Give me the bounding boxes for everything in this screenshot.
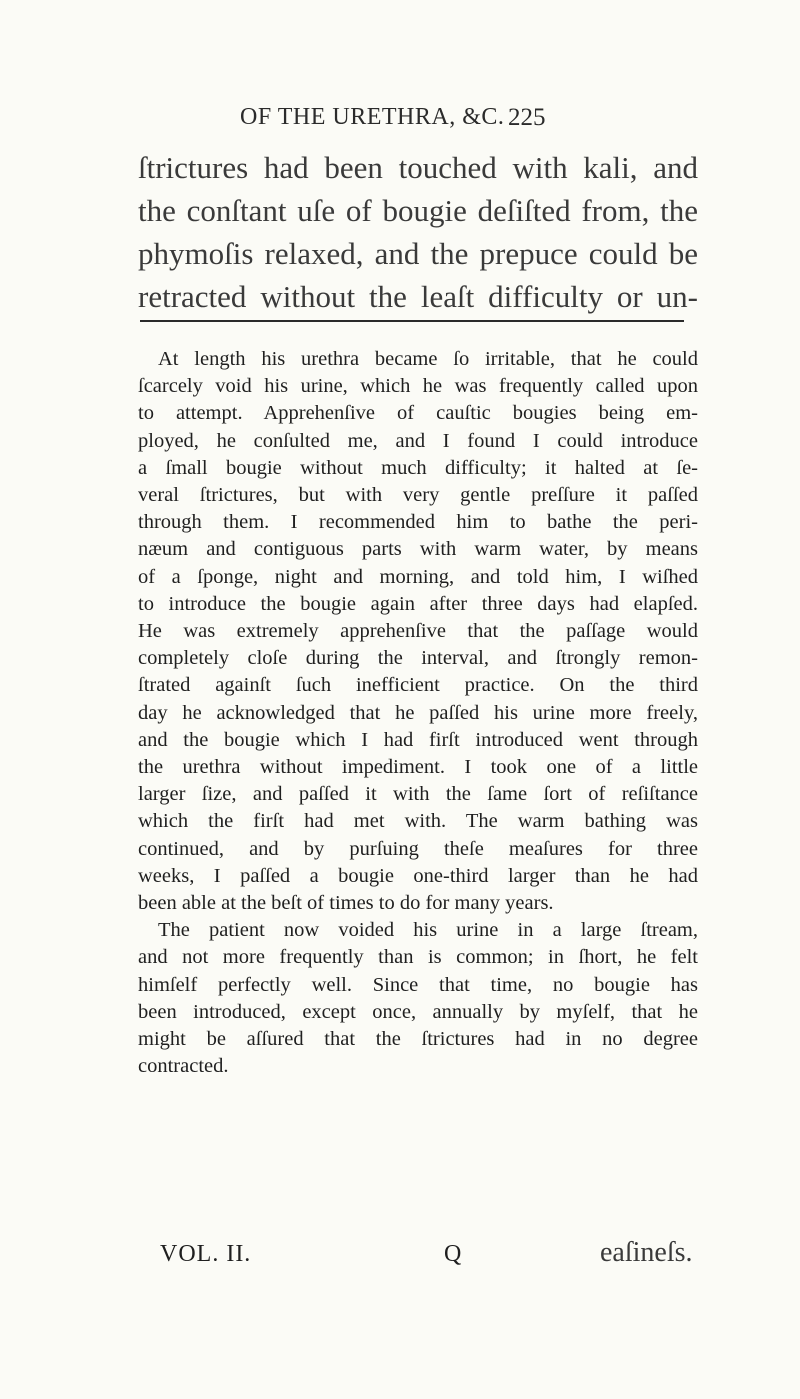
catchword: eaſineſs. — [600, 1237, 693, 1268]
footnote-line: completely cloſe during the interval, and ſtrongly remon- — [138, 647, 698, 670]
volume-label: VOL. II. — [160, 1241, 252, 1267]
main-text-line: retracted without the leaſt difficulty or un- — [138, 279, 698, 314]
footnote-line: ſcarcely void his urine, which he was frequently called upon — [138, 375, 698, 398]
main-text — [138, 146, 698, 318]
page-number: 225 — [508, 104, 546, 131]
signature-mark: Q — [444, 1241, 462, 1267]
main-text-line: phymoſis relaxed, and the prepuce could be — [138, 236, 698, 271]
footnote-line: a ſmall bougie without much difficulty; it halted at ſe- — [138, 456, 698, 479]
signature-line — [160, 1237, 693, 1277]
footnote-line: to introduce the bougie again after three days had elapſed. — [138, 592, 698, 615]
footnote-separator-rule — [140, 320, 684, 322]
running-head: OF THE URETHRA, &C. — [240, 104, 505, 130]
footnote-line: day he acknowledged that he paſſed his urine more freely, — [138, 701, 698, 724]
footnote-line: might be aſſured that the ſtrictures had in no degree — [138, 1028, 698, 1051]
footnote-line: weeks, I paſſed a bougie one-third larger than he had — [138, 864, 698, 887]
footnote-line: He was extremely apprehenſive that the paſſage would — [138, 620, 698, 643]
footnote-line: of a ſponge, night and morning, and told him, I wiſhed — [138, 565, 698, 588]
footnote-line: through them. I recommended him to bathe the peri- — [138, 511, 698, 534]
footnote-line: ployed, he conſulted me, and I found I could introduce — [138, 429, 698, 452]
footnote-line: been introduced, except once, annually by myſelf, that he — [138, 1000, 698, 1023]
footnote-line: continued, and by purſuing theſe meaſures for three — [138, 837, 698, 860]
footnote-line: næum and contiguous parts with warm water, by means — [138, 538, 698, 561]
footnote-line: which the firſt had met with. The warm bathing was — [138, 810, 698, 833]
main-text-line: ſtrictures had been touched with kali, and — [138, 150, 698, 185]
footnote-line: At length his urethra became ſo irritable, that he could — [158, 348, 698, 370]
footnote-line: The patient now voided his urine in a large ſtream, — [158, 919, 698, 942]
footnote-line: veral ſtrictures, but with very gentle preſſure it paſſed — [138, 484, 698, 507]
footnote-line: to attempt. Apprehenſive of cauſtic bougies being em- — [138, 402, 698, 425]
footnote-line: himſelf perfectly well. Since that time, no bougie has — [138, 973, 698, 996]
footnote-line: and not more frequently than is common; in ſhort, he felt — [138, 946, 698, 969]
footnote-line: larger ſize, and paſſed it with the ſame ſort of reſiſtance — [138, 783, 698, 806]
footnote — [138, 346, 698, 1080]
footnote-line: been able at the beſt of times to do for many years. — [138, 892, 554, 915]
main-text-line: the conſtant uſe of bougie deſiſted from, the — [138, 193, 698, 228]
footnote-line: contracted. — [138, 1055, 229, 1078]
footnote-line: ſtrated againſt ſuch inefficient practice. On the third — [138, 674, 698, 697]
footnote-line: and the bougie which I had firſt introduced went through — [138, 728, 698, 751]
footnote-line: the urethra without impediment. I took one of a little — [138, 756, 698, 779]
